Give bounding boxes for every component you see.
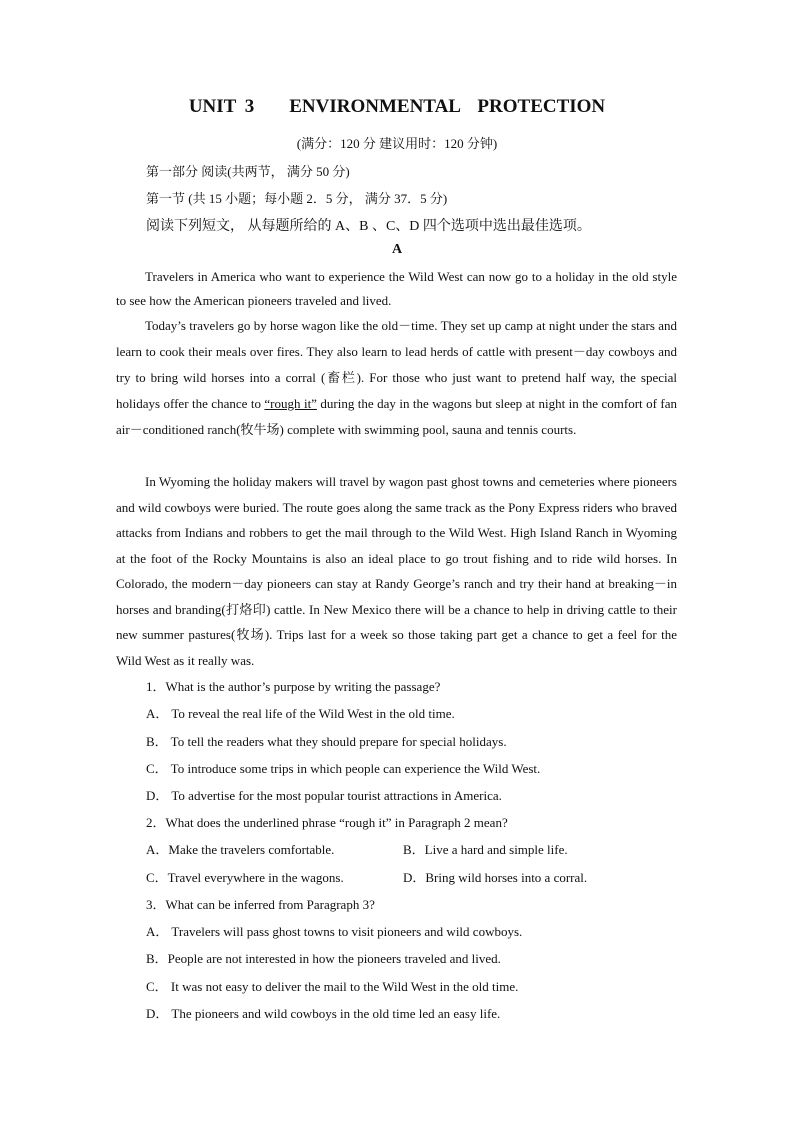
- paragraph-2-text-end: during the day in the wagons but sleep at night in the comfort of fan air－conditioned ranch(牧牛场) complete with swimming pool, sauna and tennis courts.: [116, 396, 677, 437]
- question-3-option-b[interactable]: B．People are not interested in how the pioneers traveled and lived.: [146, 951, 501, 966]
- underlined-phrase: “rough it”: [264, 396, 317, 411]
- passage-label: A: [391, 242, 403, 257]
- passage-paragraph-3: In Wyoming the holiday makers will travel by wagon past ghost towns and cemeteries where pioneers and wild cowboys were buried. The route goes along the same track as the Pony Express riders who braved attacks from Indians and robbers to get the mail through to the Wild West. High Island Ranch in Wyoming at the foot of the Rocky Mountains is also an ideal place to go trout fishing and to ride wild horses. In Colorado, the modern－day pioneers can stay at Randy George’s ranch and try their hand at breaking－in horses and branding(打烙印) cattle. In New Mexico there will be a chance to help in driving cattle to their new summer pastures(牧场). Trips last for a week so those taking part get a chance to get a feel for the Wild West as it really was.: [116, 474, 677, 668]
- question-3-option-a[interactable]: A． Travelers will pass ghost towns to visit pioneers and wild cowboys.: [146, 924, 523, 939]
- question-1-stem: 1．What is the author’s purpose by writing the passage?: [146, 679, 441, 694]
- passage-paragraph-1: Travelers in America who want to experience the Wild West can now go to a holiday in the old style to see how the American pioneers traveled and lived.: [116, 269, 677, 308]
- score-time-info: (满分：120 分 建议用时：120 分钟): [296, 136, 498, 151]
- question-2-option-b[interactable]: B．Live a hard and simple life.: [403, 842, 568, 857]
- question-1-option-d[interactable]: D． To advertise for the most popular tourist attractions in America.: [146, 788, 502, 803]
- question-2-option-a[interactable]: A．Make the travelers comfortable.: [146, 842, 335, 857]
- question-1-option-b[interactable]: B． To tell the readers what they should prepare for special holidays.: [146, 734, 507, 749]
- unit-title: UNIT 3 ENVIRONMENTAL PROTECTION: [188, 96, 606, 117]
- question-3-stem: 3．What can be inferred from Paragraph 3?: [146, 897, 375, 912]
- question-2-stem: 2．What does the underlined phrase “rough it” in Paragraph 2 mean?: [146, 815, 508, 830]
- question-3-option-d[interactable]: D． The pioneers and wild cowboys in the old time led an easy life.: [146, 1006, 501, 1021]
- question-2-option-c[interactable]: C．Travel everywhere in the wagons.: [146, 870, 344, 885]
- question-1-option-a[interactable]: A． To reveal the real life of the Wild West in the old time.: [146, 706, 455, 721]
- question-1-option-c[interactable]: C． To introduce some trips in which people can experience the Wild West.: [146, 761, 541, 776]
- section-heading: 第一节 (共 15 小题；每小题 2．5 分， 满分 37．5 分): [146, 191, 448, 206]
- question-3-option-c[interactable]: C． It was not easy to deliver the mail to the Wild West in the old time.: [146, 979, 519, 994]
- paragraph-2-text-start: Today’s travelers go by horse wagon like the old－time. They set up camp at night under the stars and learn to cook their meals over fires. They also learn to lead herds of cattle with present－day cowboys and try to bring wild horses into a corral (畜栏). For those who just want to pretend half way, the special holidays offer the chance to: [116, 318, 677, 411]
- passage-paragraph-2: [116, 313, 677, 443]
- part-heading: 第一部分 阅读(共两节， 满分 50 分): [146, 164, 350, 179]
- instruction-text: 阅读下列短文， 从每题所给的 A、B 、C、D 四个选项中选出最佳选项。: [146, 219, 591, 234]
- question-2-option-d[interactable]: D．Bring wild horses into a corral.: [403, 870, 588, 885]
